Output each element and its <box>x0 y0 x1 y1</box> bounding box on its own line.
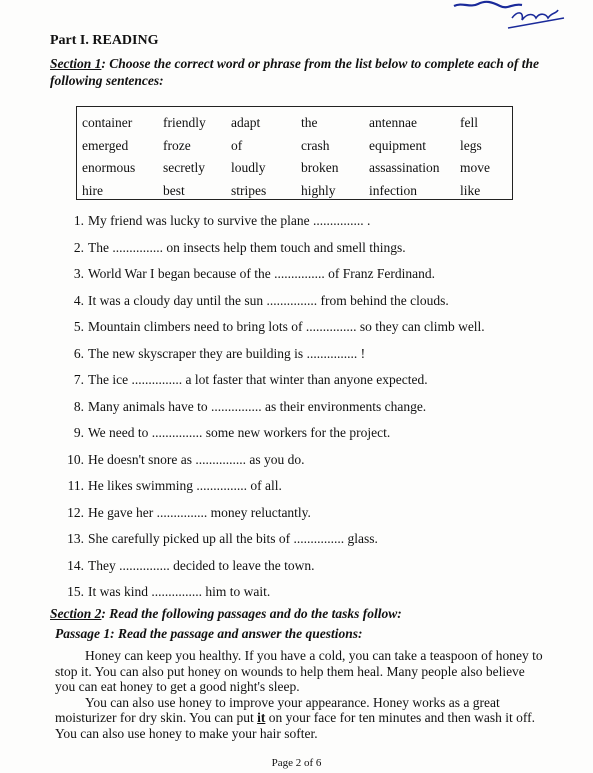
question-text: a lot faster that winter than anyone expected. <box>182 372 428 387</box>
word-list-cell: loudly <box>231 160 266 176</box>
question-text: We need to <box>88 425 152 440</box>
question-number: 14. <box>67 557 84 573</box>
question-number: 10. <box>67 451 84 467</box>
section2-instruction: Section 2: Read the following passages and do the tasks follow: <box>50 606 402 621</box>
question-text: He doesn't snore as <box>88 451 196 467</box>
word-list-row <box>82 135 510 158</box>
question-item <box>62 530 485 557</box>
question-number: 11. <box>67 478 84 493</box>
word-list-cell: best <box>163 182 185 198</box>
word-list-cell: highly <box>301 182 336 198</box>
section1-instruction: Section 1: Choose the correct word or phrase from the list below to complete each of the following sentences: <box>50 56 539 88</box>
word-list-cell: antennae <box>369 115 417 131</box>
question-text: so they can climb well. <box>356 319 485 334</box>
question-number: 2. <box>73 239 84 255</box>
answer-blank[interactable]: ............... <box>293 531 345 546</box>
question-item <box>62 318 485 345</box>
word-list-cell: friendly <box>163 115 206 131</box>
question-list <box>62 212 485 610</box>
word-list-cell: legs <box>460 137 482 153</box>
question-number: 12. <box>67 504 84 520</box>
question-text: glass. <box>344 531 378 546</box>
question-item <box>62 345 485 372</box>
passage1-paragraph: Honey can keep you healthy. If you have a cold, you can take a teaspoon of honey to stop it. You can also put honey on wounds to help them heal. Many people also believe you can eat honey to get a good night's sleep. <box>55 648 543 694</box>
question-text: as you do. <box>246 451 305 467</box>
question-item <box>62 504 485 531</box>
referent-it: it <box>257 710 266 725</box>
question-number: 5. <box>73 319 84 334</box>
question-item <box>62 371 485 398</box>
answer-blank[interactable]: ............... <box>131 372 183 387</box>
question-text: They <box>88 557 120 573</box>
question-number: 13. <box>67 531 84 546</box>
page-number: Page 2 of 6 <box>271 757 322 769</box>
question-number: 7. <box>73 372 84 387</box>
word-list-cell: of <box>231 137 243 153</box>
word-list-cell: fell <box>460 115 478 131</box>
word-list-row <box>82 157 510 180</box>
word-list-cell: secretly <box>163 160 205 176</box>
word-list-cell: equipment <box>369 137 426 153</box>
question-item <box>62 212 485 239</box>
question-text: . <box>363 213 371 228</box>
word-list-cell: stripes <box>231 182 267 198</box>
word-list-cell: enormous <box>82 160 136 176</box>
word-list-row <box>82 112 510 135</box>
question-text: of Franz Ferdinand. <box>324 266 435 281</box>
question-number: 4. <box>73 292 84 308</box>
passage1-heading: Passage 1: Read the passage and answer the questions: <box>55 626 363 641</box>
answer-blank[interactable]: ............... <box>266 292 318 308</box>
question-text: decided to leave the town. <box>169 557 315 573</box>
question-number: 8. <box>73 398 84 414</box>
question-text: The <box>88 239 113 255</box>
question-number: 15. <box>67 584 84 599</box>
question-text: on insects help them touch and smell things. <box>163 239 406 255</box>
answer-blank[interactable]: ............... <box>210 398 262 414</box>
section2-label: Section 2 <box>50 606 102 621</box>
answer-blank[interactable]: ............... <box>112 239 163 255</box>
question-text: The new skyscraper they are building is <box>88 345 307 361</box>
answer-blank[interactable]: ............... <box>195 451 247 467</box>
word-list-cell: move <box>460 160 490 176</box>
question-number: 1. <box>73 213 84 228</box>
question-text: It was a cloudy day until the sun <box>88 292 267 308</box>
question-item <box>62 239 485 266</box>
word-list-cell: emerged <box>82 137 129 153</box>
part-title: Part I. READING <box>50 33 159 48</box>
question-text: He gave her <box>88 504 157 520</box>
handwritten-signature <box>452 0 567 32</box>
word-list-cell: infection <box>369 182 417 198</box>
answer-blank[interactable]: ............... <box>151 584 202 599</box>
answer-blank[interactable]: ............... <box>156 504 208 520</box>
question-text: The ice <box>88 372 132 387</box>
question-item <box>62 451 485 478</box>
question-text: as their environments change. <box>261 398 427 414</box>
question-item <box>62 477 485 504</box>
question-text: She carefully picked up all the bits of <box>88 531 294 546</box>
answer-blank[interactable]: ............... <box>274 266 325 281</box>
question-item <box>62 265 485 292</box>
word-list-box <box>76 106 513 200</box>
question-text: World War I began because of the <box>88 266 275 281</box>
answer-blank[interactable]: ............... <box>312 213 364 228</box>
word-list-cell: hire <box>82 182 103 198</box>
question-item <box>62 557 485 584</box>
question-text: Mountain climbers need to bring lots of <box>88 319 306 334</box>
word-list-cell: assassination <box>369 160 440 176</box>
answer-blank[interactable]: ............... <box>196 478 247 493</box>
word-list-table <box>82 112 510 202</box>
word-list-cell: container <box>82 115 133 131</box>
answer-blank[interactable]: ............... <box>305 319 357 334</box>
passage1-paragraph: You can also use honey to improve your appearance. Honey works as a great moisturizer for dry skin. You can put it on your face for ten minutes and then wash it off. You can also use honey to make your hair softer. <box>55 694 536 741</box>
word-list-cell: adapt <box>231 115 261 131</box>
passage1-text <box>55 648 547 741</box>
question-text: of all. <box>247 478 282 493</box>
answer-blank[interactable]: ............... <box>306 345 358 361</box>
word-list-cell: crash <box>301 137 330 153</box>
answer-blank[interactable]: ............... <box>119 557 170 573</box>
question-item <box>62 292 485 319</box>
word-list-cell: like <box>460 182 481 198</box>
question-number: 3. <box>73 266 84 281</box>
question-text: him to wait. <box>202 584 271 599</box>
question-text: My friend was lucky to survive the plane <box>88 213 313 228</box>
word-list-cell: broken <box>301 160 339 176</box>
question-item <box>62 424 485 451</box>
question-number: 6. <box>73 345 84 361</box>
question-text: from behind the clouds. <box>317 292 449 308</box>
question-number: 9. <box>73 425 84 440</box>
word-list-cell: the <box>301 115 318 131</box>
question-text: Many animals have to <box>88 398 211 414</box>
question-text: money reluctantly. <box>207 504 311 520</box>
word-list-row <box>82 180 510 203</box>
answer-blank[interactable]: ............... <box>151 425 203 440</box>
question-text: ! <box>357 345 366 361</box>
question-text: It was kind <box>88 584 152 599</box>
question-text: He likes swimming <box>88 478 197 493</box>
question-item <box>62 398 485 425</box>
word-list-cell: froze <box>163 137 191 153</box>
question-text: some new workers for the project. <box>202 425 391 440</box>
section1-label: Section 1 <box>50 56 102 71</box>
